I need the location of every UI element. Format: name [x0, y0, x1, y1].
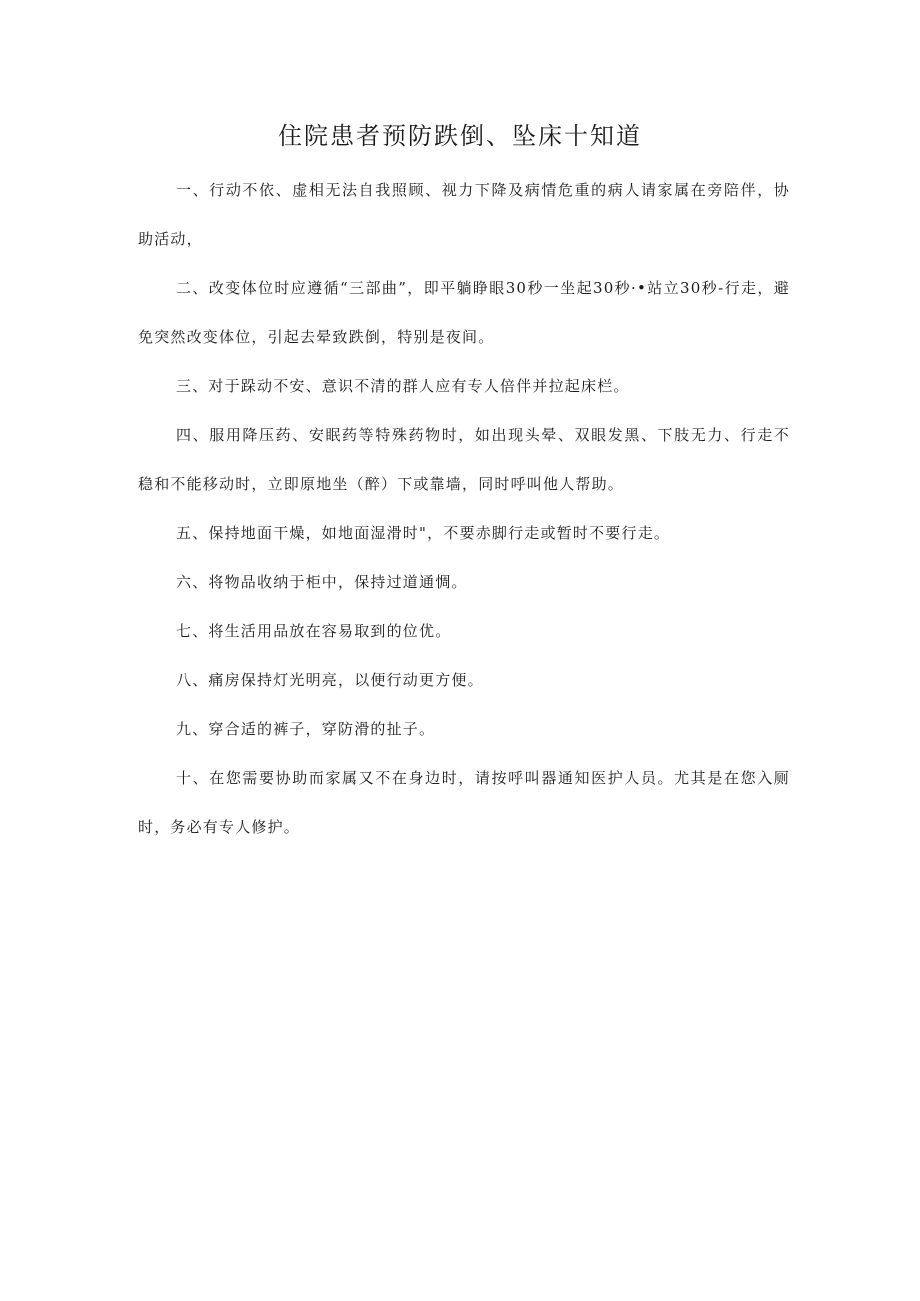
list-item: 五、保持地面干燥，如地面湿滑时"，不要赤脚行走或暂时不要行走。: [176, 524, 671, 542]
list-item: 一、行动不依、虚相无法自我照顾、视力下降及病情危重的病人请家属在旁陪伴，协助活动，: [138, 181, 790, 248]
list-item: 三、对于跺动不安、意识不清的群人应有专人倍伴并拉起床栏。: [176, 377, 630, 395]
document-title: 住院患者预防跌倒、坠床十知道: [278, 122, 642, 150]
list-item: 四、服用降压药、安眠药等特殊药物时，如出现头晕、双眼发黑、下肢无力、行走不稳和不能移动时，立即原地坐（醉）下或靠墙，同时呼叫他人帮助。: [138, 426, 790, 493]
list-item: 十、在您需要协助而家属又不在身边时，请按呼叫器通知医护人员。尤其是在您入厕时，务必有专人修护。: [138, 769, 790, 836]
list-item: 九、穿合适的裤子，穿防滑的扯子。: [176, 720, 436, 738]
list-item: 八、痛房保持灯光明亮，以便行动更方便。: [176, 671, 484, 689]
document-body: [138, 166, 790, 852]
list-item: 六、将物品收纳于柜中，保持过道通惆。: [176, 573, 468, 591]
list-item: 二、改变体位时应遵循“三部曲”，即平躺睁眼30秒一坐起30秒·•站立30秒-行走，避免突然改变体位，引起去晕致跌倒，特别是夜间。: [138, 279, 790, 346]
list-item: 七、将生活用品放在容易取到的位优。: [176, 622, 452, 640]
